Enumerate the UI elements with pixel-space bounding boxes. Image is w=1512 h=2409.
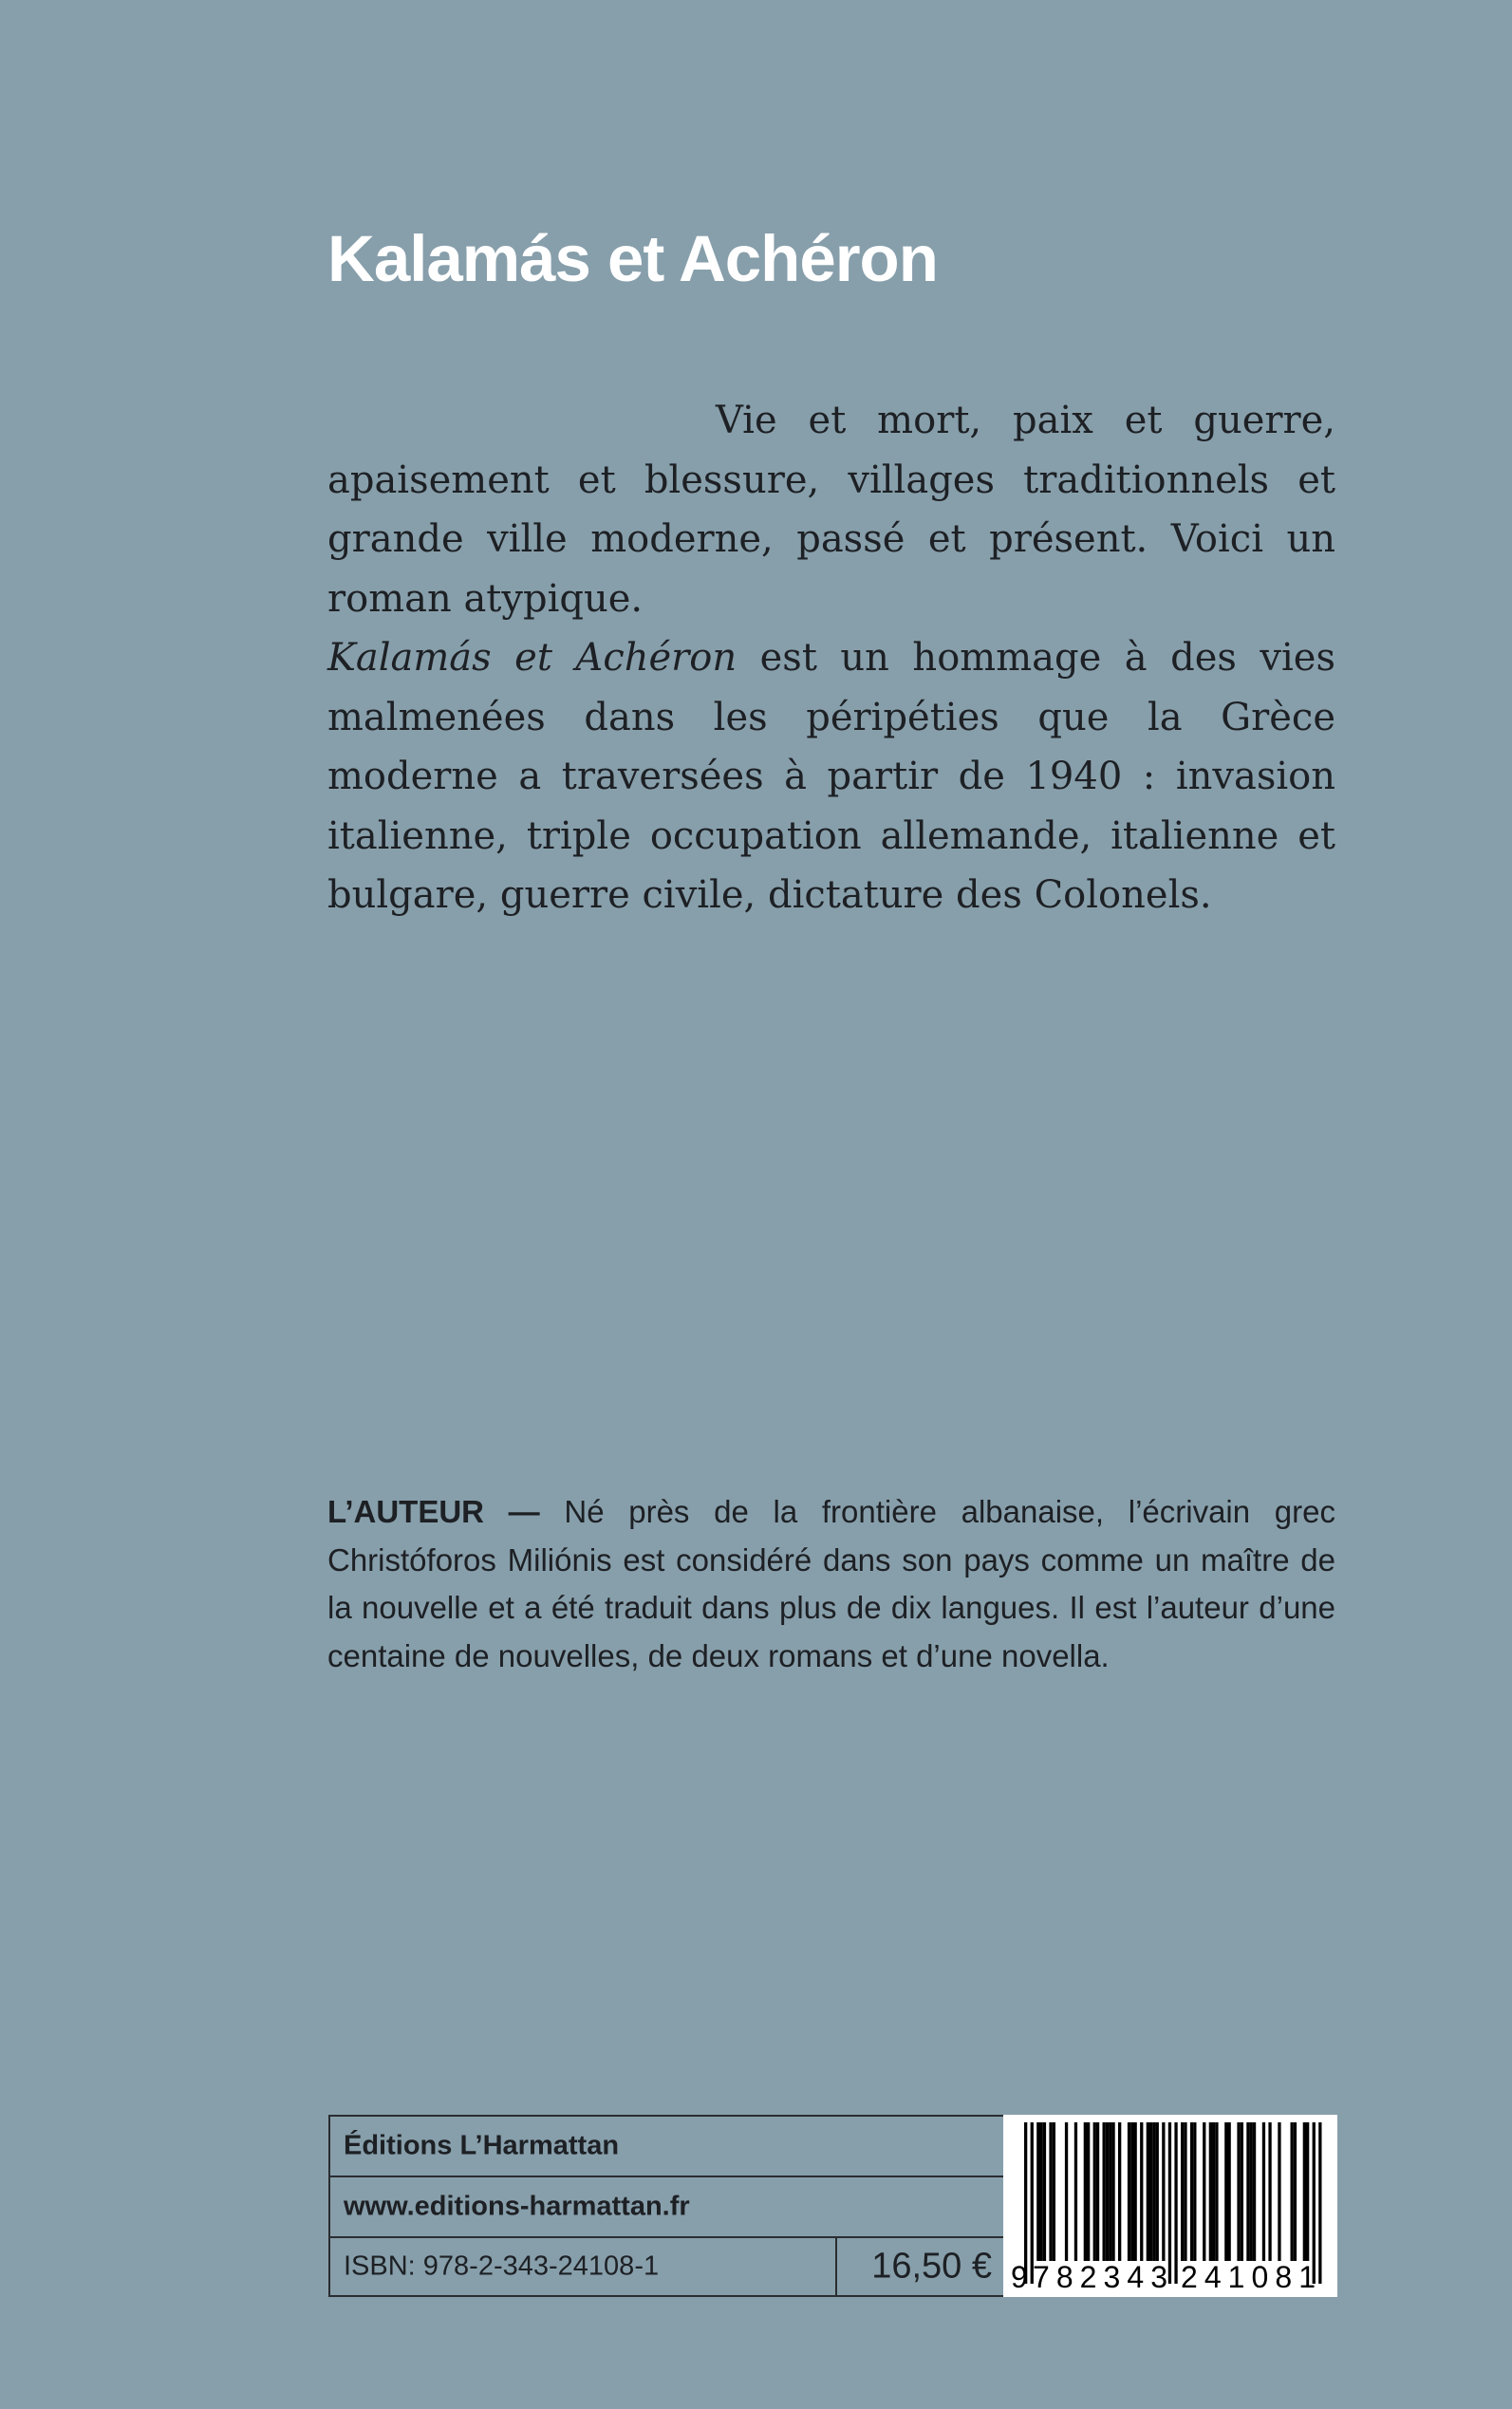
barcode-bar: [1193, 2122, 1196, 2261]
publisher-name: Éditions L’Harmattan: [344, 2130, 620, 2161]
barcode-bar: [1306, 2122, 1309, 2261]
barcode-first-digit: 9: [1011, 2260, 1028, 2294]
author-label: L’AUTEUR —: [327, 1494, 540, 1529]
barcode-bar: [1224, 2122, 1227, 2261]
barcode-bar: [1118, 2122, 1121, 2261]
barcode-bar: [1040, 2122, 1043, 2261]
barcode-bar: [1074, 2122, 1077, 2261]
barcode-bar: [1065, 2122, 1068, 2261]
barcode-bar: [1053, 2122, 1055, 2261]
barcode-bar: [1241, 2122, 1243, 2261]
barcode-bar: [1291, 2122, 1294, 2261]
barcode-bar: [1203, 2122, 1205, 2261]
barcode-bar: [1268, 2122, 1271, 2261]
barcode-bar: [1152, 2122, 1155, 2261]
blurb-paragraph-2-text: est un hommage à des vies malmenées dans les péripéties que la Grèce moderne a traversées à partir de 1940 : invasion italienne, triple occupation allemande, italienne et bulgare, guerre civile, dictature des Colonels.: [327, 636, 1336, 917]
barcode-bar: [1111, 2122, 1114, 2261]
author-bio-text: Né près de la frontière albanaise, l’écrivain grec Christóforos Miliónis est considéré dans son pays comme un maître de la nouvelle et a été traduit dans plus de dix langues. Il est l’auteur d’une centaine de nouvelles, de deux romans et d’une novella.: [327, 1494, 1335, 1673]
barcode-bar: [1190, 2122, 1193, 2261]
barcode-bar: [1128, 2122, 1130, 2261]
barcode-bar: [1036, 2122, 1039, 2261]
barcode-bar: [1303, 2122, 1306, 2261]
publisher-website-row: [330, 2177, 1003, 2238]
barcode-bar: [1134, 2122, 1137, 2261]
barcode-bar: [1278, 2122, 1280, 2261]
barcode-bar: [1049, 2122, 1052, 2261]
book-title: Kalamás et Achéron: [327, 222, 938, 295]
barcode-bar: [1212, 2122, 1215, 2261]
price: 16,50 €: [871, 2246, 992, 2287]
barcode-bar: [1318, 2122, 1321, 2284]
blurb-book-title: Kalamás et Achéron: [327, 636, 737, 680]
barcode-bar: [1156, 2122, 1159, 2261]
barcode-group-2: 241081: [1181, 2260, 1316, 2294]
author-bio: [327, 1488, 1335, 1680]
blurb-paragraph-2: [327, 628, 1335, 925]
barcode-bar: [1168, 2122, 1171, 2284]
barcode-bar: [1147, 2122, 1149, 2261]
barcode-bar: [1106, 2122, 1109, 2261]
barcode-graphic: [1003, 2115, 1337, 2297]
barcode-bar: [1209, 2122, 1212, 2261]
barcode-bar: [1043, 2122, 1046, 2261]
barcode-bar: [1184, 2122, 1186, 2261]
barcode-bar: [1096, 2122, 1099, 2261]
barcode-bar: [1174, 2122, 1177, 2284]
barcode-group-1: 782343: [1033, 2260, 1167, 2294]
isbn-barcode: [1003, 2115, 1337, 2297]
blurb-paragraph-1: Vie et mort, paix et guerre, apaisement et blessure, villages traditionnels et grande ville moderne, passé et présent. Voici un roman atypique.: [327, 399, 1335, 621]
barcode-bar: [1262, 2122, 1265, 2261]
barcode-bar: [1246, 2122, 1249, 2261]
barcode-bar: [1109, 2122, 1111, 2261]
barcode-bar: [1215, 2122, 1218, 2261]
barcode-bar: [1084, 2122, 1087, 2261]
barcode-bar: [1294, 2122, 1297, 2261]
barcode-bar: [1162, 2122, 1165, 2261]
barcode-bar: [1181, 2122, 1184, 2261]
publisher-name-row: [330, 2117, 1003, 2177]
barcode-bar: [1130, 2122, 1133, 2261]
barcode-bar: [1237, 2122, 1240, 2261]
barcode-bar: [1228, 2122, 1231, 2261]
barcode-bar: [1093, 2122, 1096, 2261]
barcode-bar: [1250, 2122, 1253, 2261]
barcode-bar: [1253, 2122, 1256, 2261]
price-cell: [835, 2238, 1003, 2295]
barcode-bar: [1087, 2122, 1090, 2261]
barcode-bar: [1149, 2122, 1152, 2261]
isbn-price-row: [330, 2238, 1003, 2295]
barcode-bar: [1140, 2122, 1143, 2261]
book-blurb: [327, 391, 1335, 925]
barcode-bar: [1103, 2122, 1106, 2261]
publisher-website: www.editions-harmattan.fr: [344, 2191, 690, 2222]
publisher-info-box: [328, 2115, 1005, 2297]
isbn-text: ISBN: 978-2-343-24108-1: [344, 2250, 660, 2282]
